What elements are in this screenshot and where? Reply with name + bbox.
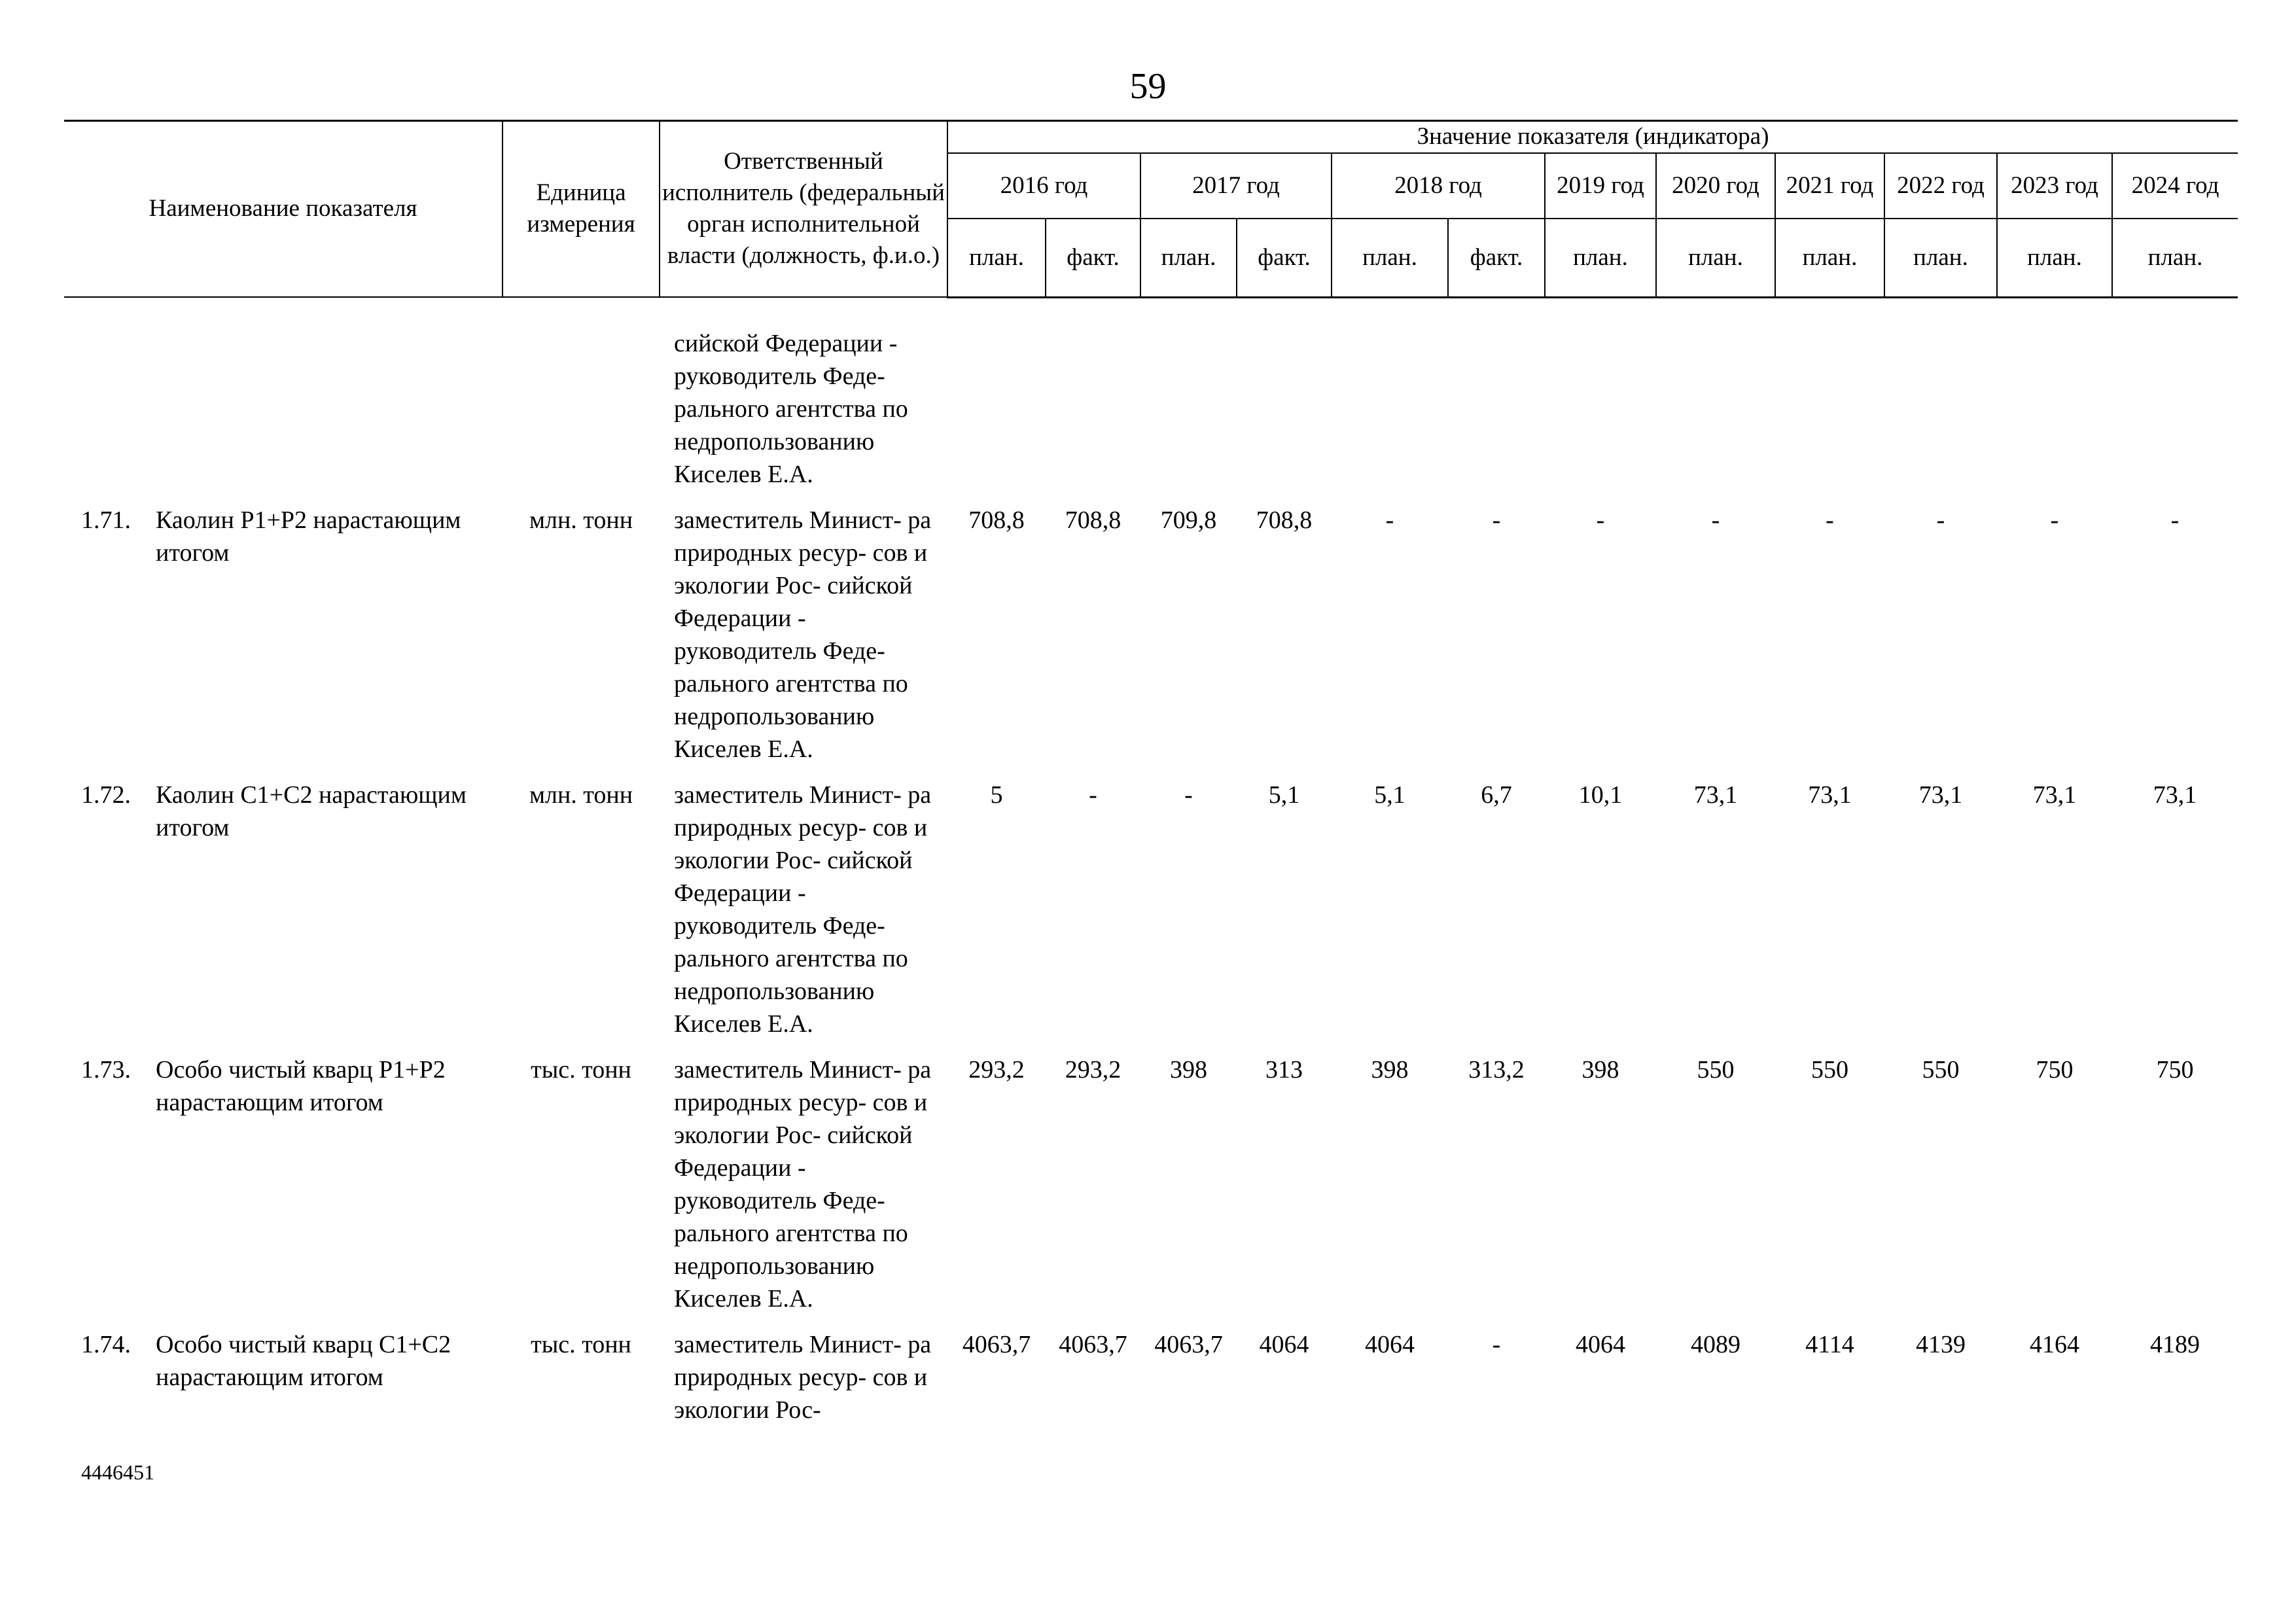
value-cell: 73,1 [1693, 781, 1738, 809]
header-executor: Ответственный исполнитель (федеральный орган исполнительной власти (должность, ф.и.о.) [660, 120, 947, 297]
value-cell: - [1089, 781, 1097, 809]
value-cell: 708,8 [968, 506, 1025, 534]
header-value-group: Значение показателя (индикатора) [947, 120, 2238, 153]
indicator-name: Особо чистый кварц P1+P2 нарастающим итогом [156, 1056, 446, 1116]
value-cell: 73,1 [1808, 781, 1852, 809]
table-body [64, 327, 2238, 1439]
header-year-2017: 2017 год [1140, 153, 1332, 219]
header-plan: план. [1656, 219, 1775, 297]
value-cell: 293,2 [1065, 1056, 1122, 1084]
value-cell: 5 [990, 781, 1003, 809]
executor-cell: заместитель Минист- ра природных ресур- сов и экологии Рос- сийской Федерации - руководитель Феде- рального агентства по недропользованию Киселев Е.А. [674, 506, 932, 763]
indicator-name: Каолин C1+C2 нарастающим итогом [156, 781, 467, 841]
value-cell: 398 [1371, 1056, 1409, 1084]
unit-cell: млн. тонн [529, 781, 633, 809]
value-cell: 6,7 [1481, 781, 1512, 809]
header-year-2022: 2022 год [1884, 153, 1997, 219]
value-cell: 73,1 [2032, 781, 2077, 809]
value-cell: 313,2 [1468, 1056, 1525, 1084]
header-year-2024: 2024 год [2112, 153, 2238, 219]
header-unit: Единица измерения [503, 120, 660, 297]
header-year-2019: 2019 год [1545, 153, 1656, 219]
row-number: 1.72. [81, 781, 131, 809]
value-cell: 4139 [1916, 1331, 1966, 1358]
table-row [64, 327, 2238, 504]
value-cell: 4064 [1576, 1331, 1625, 1358]
executor-cell: заместитель Минист- ра природных ресур- сов и экологии Рос- сийской Федерации - руководитель Феде- рального агентства по недропользованию Киселев Е.А. [674, 1056, 932, 1313]
value-cell: 708,8 [1065, 506, 1122, 534]
value-cell: - [1596, 506, 1605, 534]
indicator-name: Каолин P1+P2 нарастающим итогом [156, 506, 461, 567]
row-number: 1.73. [81, 1056, 131, 1084]
page-number: 59 [1129, 66, 1167, 107]
value-cell: 709,8 [1160, 506, 1217, 534]
value-cell: - [1385, 506, 1394, 534]
value-cell: 4063,7 [1154, 1331, 1223, 1358]
value-cell: 750 [2036, 1056, 2074, 1084]
header-top-rule [64, 120, 2238, 122]
value-cell: - [1826, 506, 1834, 534]
executor-cell: заместитель Минист- ра природных ресур- сов и экологии Рос- сийской Федерации - руководитель Феде- рального агентства по недропользованию Киселев Е.А. [674, 781, 932, 1038]
value-cell: 708,8 [1256, 506, 1313, 534]
value-cell: 4063,7 [962, 1331, 1031, 1358]
header-plan: план. [1775, 219, 1884, 297]
value-cell: 73,1 [2153, 781, 2197, 809]
header-name: Наименование показателя [64, 120, 503, 297]
header-plan: план. [1140, 219, 1237, 297]
value-cell: 5,1 [1374, 781, 1405, 809]
value-cell: 550 [1697, 1056, 1735, 1084]
unit-cell: млн. тонн [529, 506, 633, 534]
value-cell: 4164 [2030, 1331, 2079, 1358]
row-number: 1.74. [81, 1331, 131, 1358]
header-plan: план. [1997, 219, 2112, 297]
header-fact: факт. [1448, 219, 1545, 297]
value-cell: 550 [1811, 1056, 1848, 1084]
header-plan: план. [1884, 219, 1997, 297]
header-plan: план. [947, 219, 1046, 297]
header-year-2021: 2021 год [1775, 153, 1884, 219]
value-cell: - [1184, 781, 1193, 809]
value-cell: 4064 [1365, 1331, 1415, 1358]
unit-cell: тыс. тонн [531, 1331, 631, 1358]
value-cell: 398 [1170, 1056, 1207, 1084]
value-cell: 4089 [1691, 1331, 1740, 1358]
table-row [64, 1053, 2238, 1328]
table-row [64, 779, 2238, 1053]
table-header [64, 120, 2238, 298]
value-cell: 398 [1581, 1056, 1619, 1084]
executor-cell: заместитель Минист- ра природных ресур- сов и экологии Рос- [674, 1331, 932, 1424]
header-plan: план. [1545, 219, 1656, 297]
value-cell: 4064 [1259, 1331, 1309, 1358]
value-cell: 313 [1265, 1056, 1303, 1084]
value-cell: 73,1 [1918, 781, 1963, 809]
unit-cell: тыс. тонн [531, 1056, 631, 1084]
header-year-2016: 2016 год [947, 153, 1140, 219]
executor-cell: сийской Федерации - руководитель Феде- рального агентства по недропользованию Киселев Е.А. [674, 330, 908, 488]
table-row [64, 504, 2238, 779]
header-fact: факт. [1046, 219, 1140, 297]
value-cell: - [2170, 506, 2180, 534]
value-cell: 750 [2156, 1056, 2194, 1084]
row-number: 1.71. [81, 506, 131, 534]
header-year-2018: 2018 год [1332, 153, 1545, 219]
header-year-2023: 2023 год [1997, 153, 2112, 219]
value-cell: 4189 [2150, 1331, 2200, 1358]
value-cell: 4063,7 [1059, 1331, 1127, 1358]
value-cell: - [2050, 506, 2059, 534]
header-fact: факт. [1237, 219, 1332, 297]
header-plan: план. [1332, 219, 1448, 297]
header-plan: план. [2112, 219, 2238, 297]
value-cell: - [1492, 506, 1501, 534]
value-cell: 10,1 [1578, 781, 1623, 809]
document-id: 4446451 [81, 1460, 154, 1484]
value-cell: 550 [1922, 1056, 1960, 1084]
value-cell: 5,1 [1268, 781, 1300, 809]
value-cell: 4114 [1805, 1331, 1854, 1358]
header-year-2020: 2020 год [1656, 153, 1775, 219]
value-cell: - [1711, 506, 1720, 534]
value-cell: - [1492, 1331, 1501, 1358]
value-cell: 293,2 [968, 1056, 1025, 1084]
table-row [64, 1328, 2238, 1439]
indicator-name: Особо чистый кварц C1+C2 нарастающим итогом [156, 1331, 451, 1391]
value-cell: - [1936, 506, 1945, 534]
